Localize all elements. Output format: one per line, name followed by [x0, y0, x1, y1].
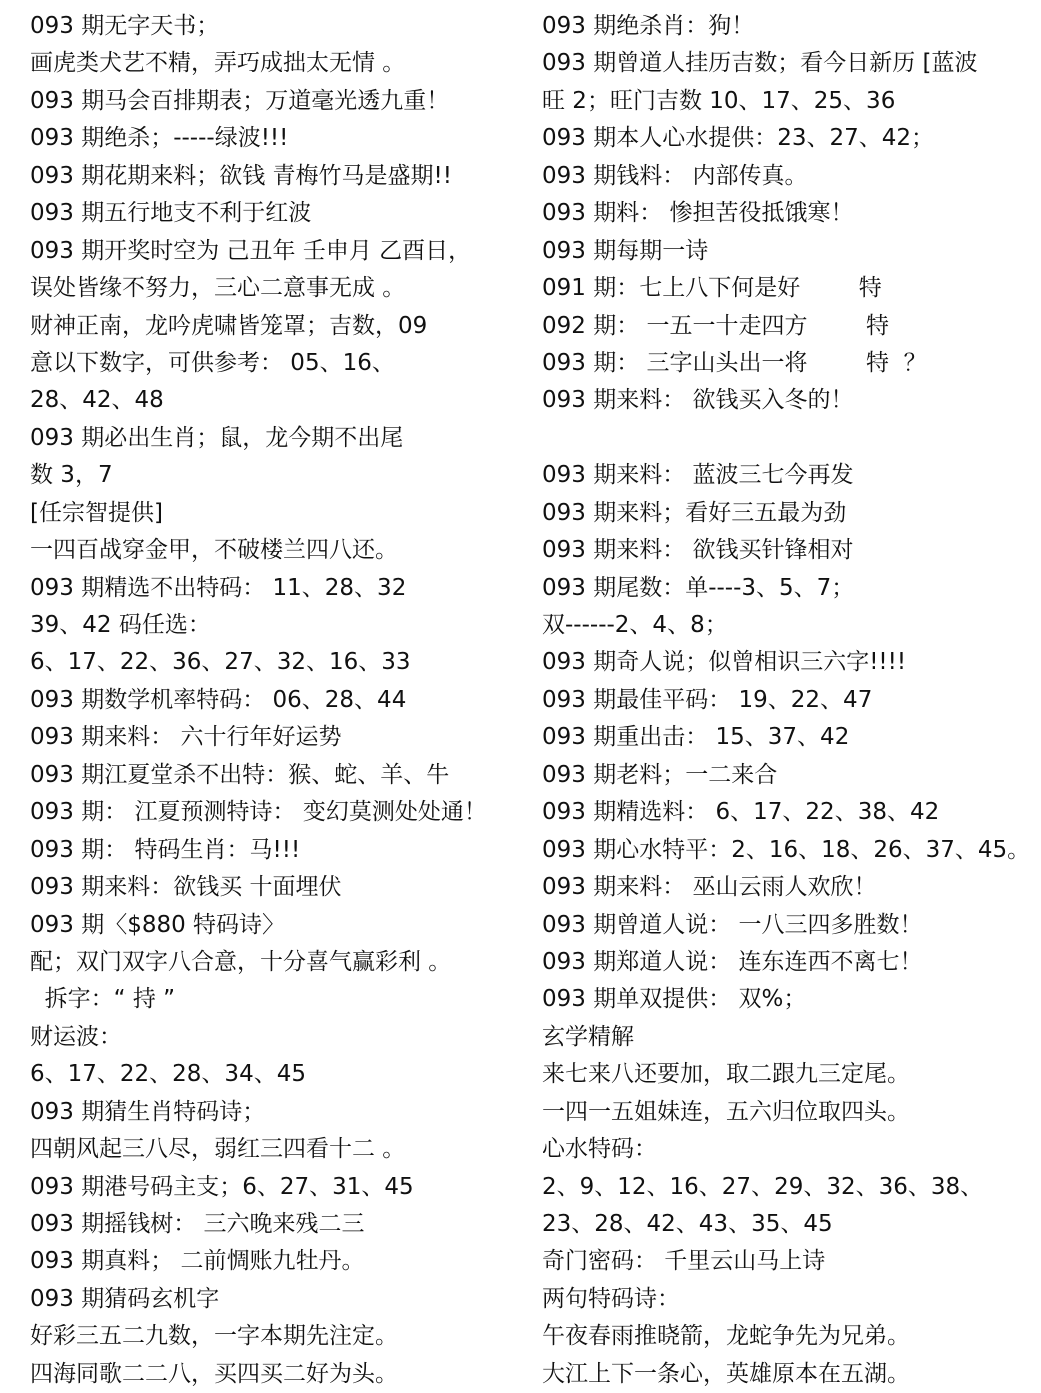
text-line: 093 期： 特码生肖：马!!!	[30, 836, 301, 863]
text-line: 2、9、12、16、27、29、32、36、38、	[542, 1173, 984, 1200]
text-line: 093 期来料： 欲钱买入冬的！	[542, 387, 854, 414]
text-line: 093 期花期来料；欲钱 青梅竹马是盛期!!	[30, 162, 452, 189]
text-line: 6、17、22、28、34、45	[30, 1061, 306, 1088]
text-line: 093 期本人心水提供：23、27、42；	[542, 125, 935, 152]
text-line: 093 期尾数：单----3、5、7；	[542, 574, 855, 601]
text-line: 6、17、22、36、27、32、16、33	[30, 649, 411, 676]
text-line: 093 期猜生肖特码诗；	[30, 1098, 266, 1125]
text-line: 093 期绝杀；-----绿波!!!	[30, 125, 289, 152]
text-line: 093 期最佳平码： 19、22、47	[542, 686, 873, 713]
text-line: 093 期： 江夏预测特诗： 变幻莫测处处通！	[30, 799, 487, 826]
text-line: 093 期精选料： 6、17、22、38、42	[542, 799, 940, 826]
text-line: 四海同歌二二八，买四买二好为头。	[30, 1360, 398, 1387]
text-line: 误处皆缘不努力，三心二意事无成 。	[30, 275, 406, 302]
text-line: 093 期： 三字山头出一将 特 ？	[542, 349, 927, 376]
text-line: 093 期老料；一二来合	[542, 761, 778, 788]
text-line: 091 期：七上八下何是好 特	[542, 275, 882, 302]
text-line: 玄学精解	[542, 1023, 634, 1050]
text-line: 093 期摇钱树： 三六晚来残二三	[30, 1211, 365, 1237]
text-line: 23、28、42、43、35、45	[542, 1211, 833, 1237]
text-line: 093 期来料： 欲钱买针锋相对	[542, 537, 854, 564]
text-line: 093 期绝杀肖：狗！	[542, 13, 755, 39]
text-line: 心水特码：	[542, 1136, 657, 1163]
text-line: 093 期每期一诗	[542, 237, 709, 264]
text-line: 093 期重出击： 15、37、42	[542, 724, 850, 751]
text-line: 画虎类犬艺不精，弄巧成拙太无情 。	[30, 50, 406, 77]
text-line: 093 期来料；看好三五最为劲	[542, 499, 847, 526]
text-line: 093 期必出生肖；鼠，龙今期不出尾	[30, 424, 404, 451]
text-line: 来七来八还要加，取二跟九三定尾。	[542, 1061, 910, 1088]
text-line: 财运波：	[30, 1023, 122, 1050]
text-line: 093 期来料： 蓝波三七今再发	[542, 462, 854, 489]
text-line: [任宗智提供]	[30, 499, 163, 526]
text-line: 093 期港号码主支；6、27、31、45	[30, 1173, 414, 1200]
text-line: 28、42、48	[30, 387, 164, 414]
text-line	[542, 420, 1037, 457]
text-line: 旺 2；旺门吉数 10、17、25、36	[542, 87, 896, 114]
text-line: 四朝风起三八尽，弱红三四看十二 。	[30, 1136, 406, 1163]
right-column	[542, 8, 1037, 1393]
text-line: 午夜春雨推晓箭，龙蛇争先为兄弟。	[542, 1323, 910, 1350]
text-line: 拆字：“ 持 ”	[30, 986, 176, 1013]
text-line: 093 期江夏堂杀不出特：猴、蛇、羊、牛	[30, 761, 450, 788]
text-line: 093 期〈$880 特码诗〉	[30, 911, 286, 938]
text-line: 配；双门双字八合意，十分喜气赢彩利 。	[30, 948, 452, 975]
text-line: 093 期真料； 二前惆账九牡丹。	[30, 1248, 365, 1275]
text-line: 093 期钱料： 内部传真。	[542, 162, 808, 189]
text-line: 093 期奇人说；似曾相识三六字!!!!	[542, 649, 907, 676]
text-line: 093 期曾道人说： 一八三四多胜数！	[542, 911, 923, 938]
text-line: 093 期开奖时空为 己丑年 壬申月 乙酉日，	[30, 237, 472, 264]
text-line: 093 期郑道人说： 连东连西不离七！	[542, 948, 923, 975]
text-line: 财神正南，龙吟虎啸皆笼罩；吉数，09	[30, 312, 428, 339]
text-line: 一四一五姐妹连，五六归位取四头。	[542, 1098, 910, 1125]
text-line: 一四百战穿金甲，不破楼兰四八还。	[30, 537, 398, 564]
text-line: 093 期心水特平：2、16、18、26、37、45。	[542, 836, 1031, 863]
text-line: 好彩三五二九数，一字本期先注定。	[30, 1323, 398, 1350]
text-line: 093 期来料：欲钱买 十面埋伏	[30, 874, 342, 901]
text-line: 093 期曾道人挂历吉数；看今日新历 [蓝波	[542, 50, 978, 77]
text-line: 093 期数学机率特码： 06、28、44	[30, 686, 407, 713]
text-line: 奇门密码： 千里云山马上诗	[542, 1248, 826, 1275]
text-line: 093 期来料： 巫山云雨人欢欣！	[542, 874, 877, 901]
text-line: 双------2、4、8；	[542, 612, 728, 638]
text-line: 大江上下一条心，英雄原本在五湖。	[542, 1360, 910, 1387]
text-line: 093 期五行地支不利于红波	[30, 200, 312, 227]
text-line: 39、42 码任选：	[30, 612, 211, 638]
text-line: 093 期无字天书；	[30, 13, 220, 39]
text-line: 两句特码诗：	[542, 1285, 680, 1312]
text-line: 093 期猜码玄机字	[30, 1285, 220, 1312]
text-line: 093 期来料： 六十行年好运势	[30, 724, 342, 751]
text-line: 092 期： 一五一十走四方 特	[542, 312, 890, 339]
text-line: 093 期单双提供： 双%；	[542, 986, 807, 1013]
text-line: 093 期料： 惨担苦役抵饿寒！	[542, 200, 854, 227]
left-column	[30, 8, 520, 1393]
text-line: 093 期精选不出特码： 11、28、32	[30, 574, 407, 601]
text-line: 数 3，7	[30, 462, 113, 489]
text-line: 093 期马会百排期表；万道毫光透九重！	[30, 87, 450, 114]
text-line: 意以下数字，可供参考： 05、16、	[30, 349, 395, 376]
